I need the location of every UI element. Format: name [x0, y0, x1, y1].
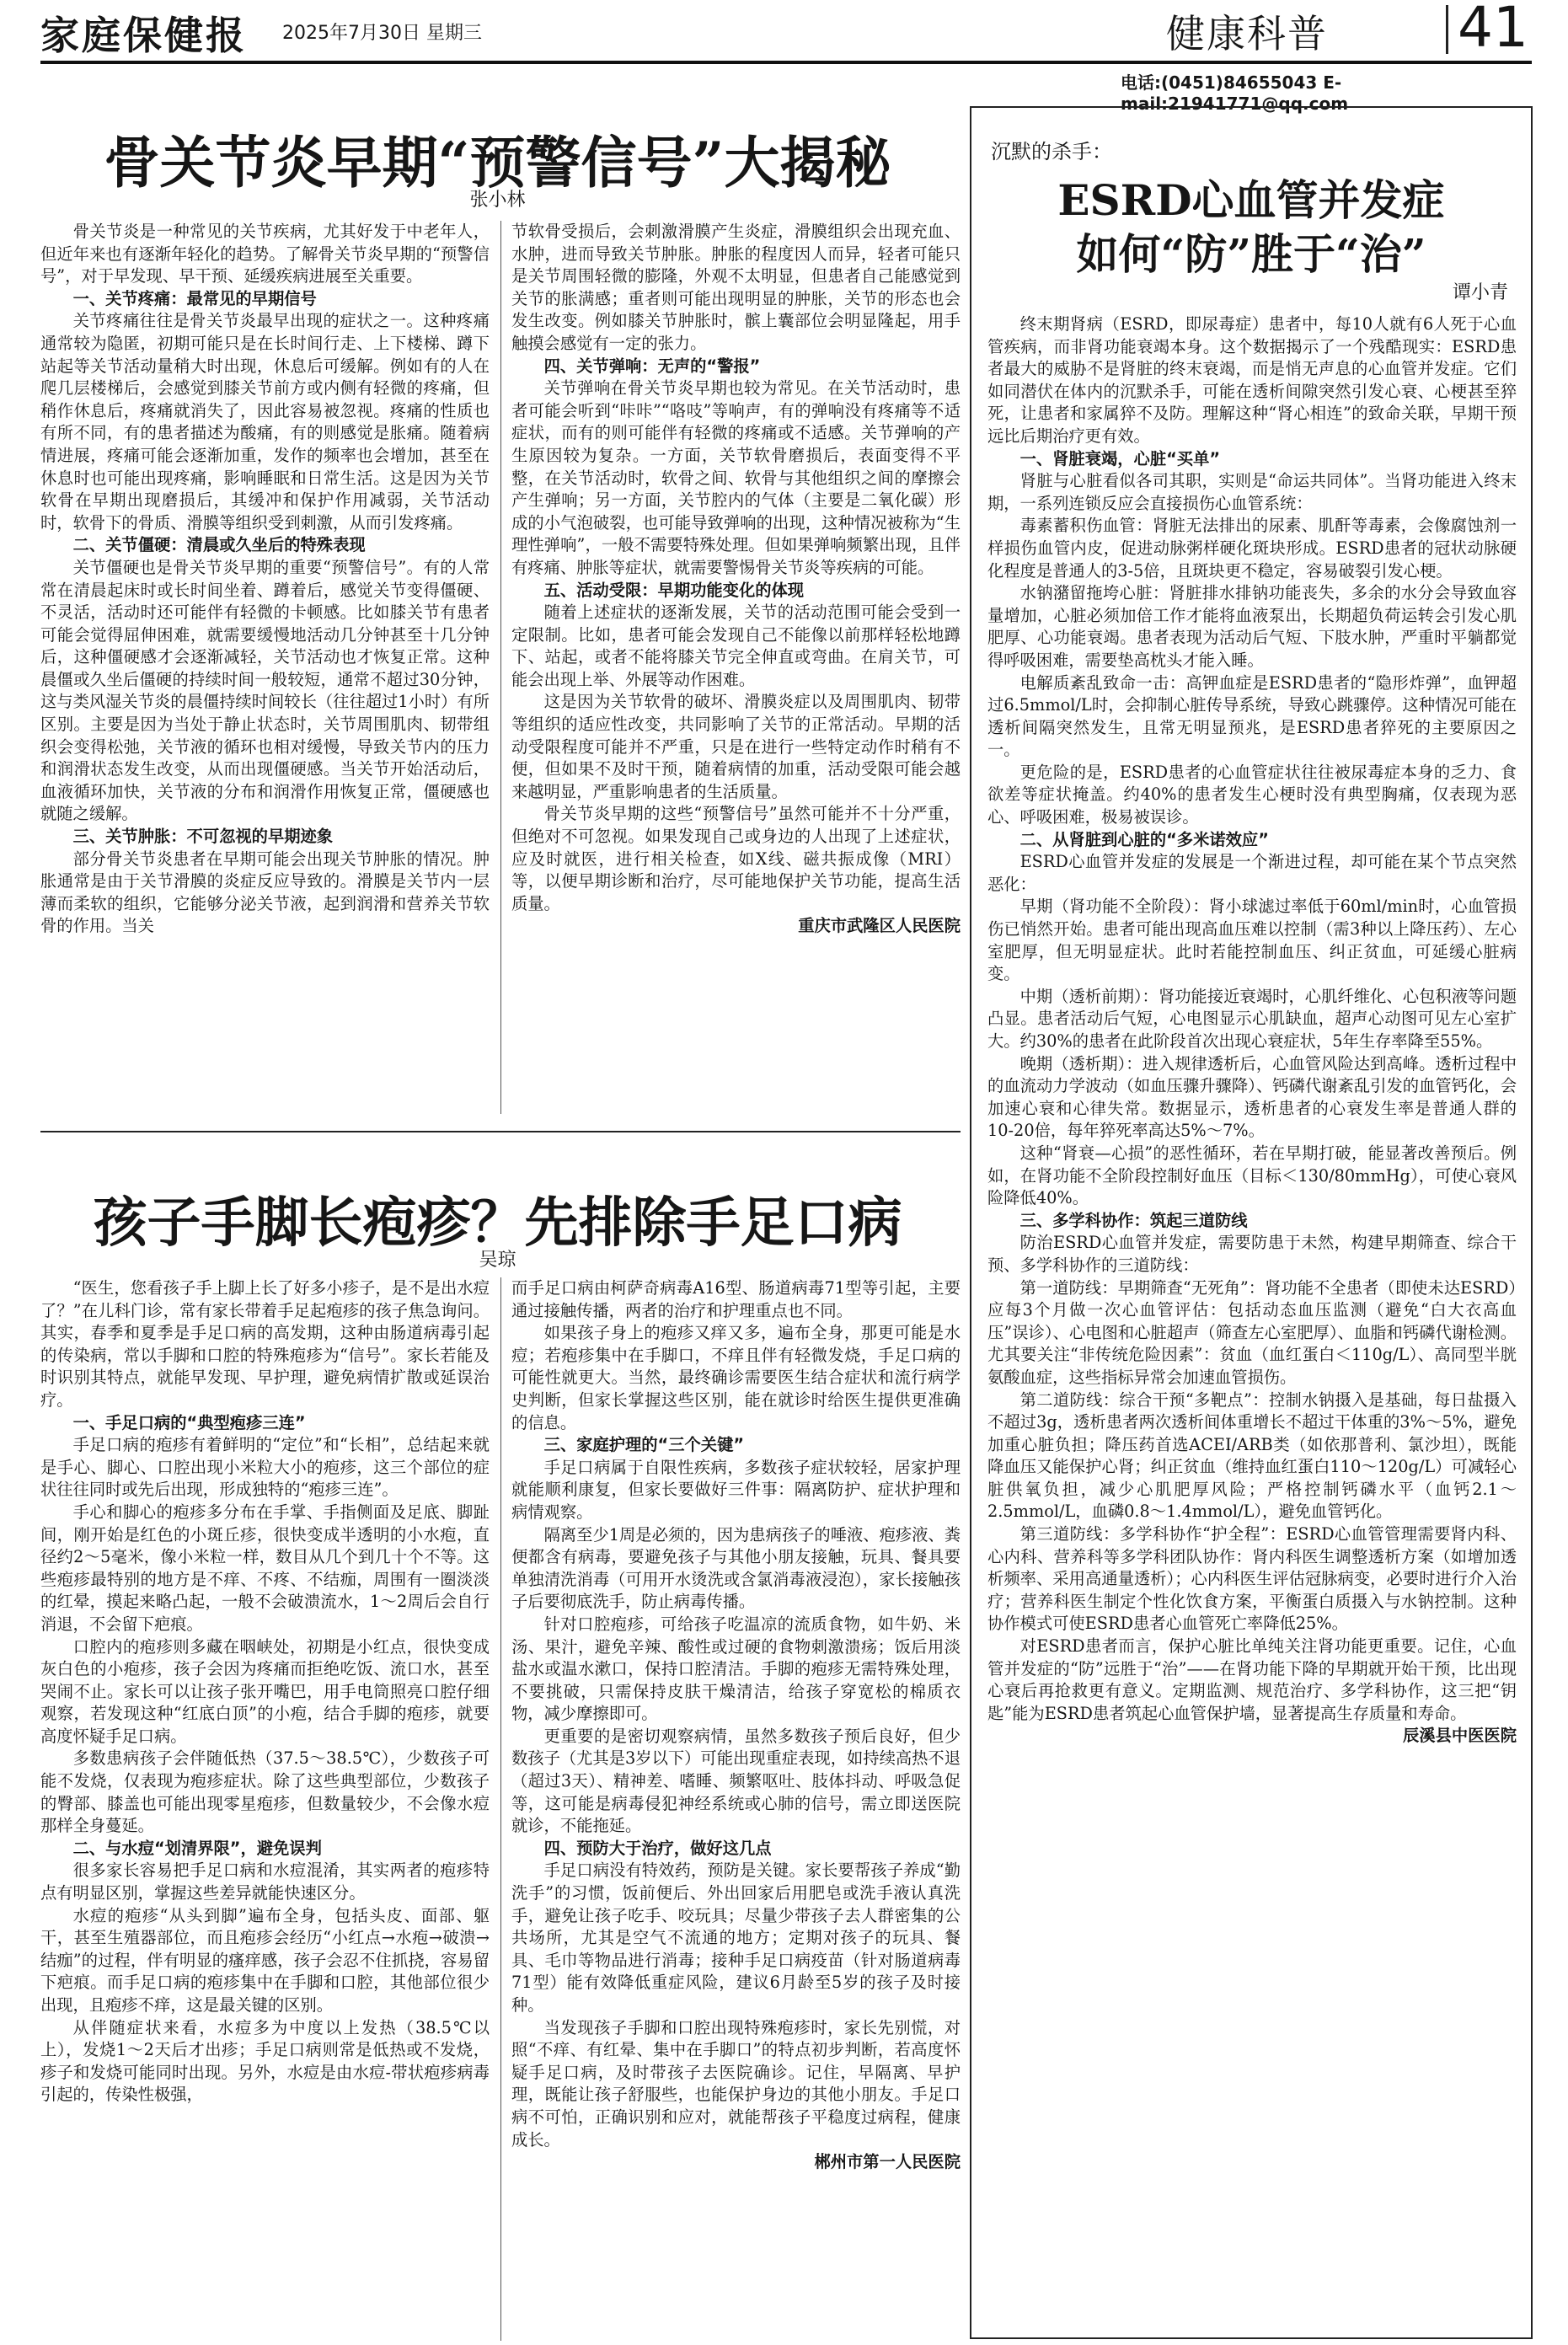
section-name: 健康科普: [1166, 11, 1328, 56]
paragraph: 关节疼痛往往是骨关节炎最早出现的症状之一。这种疼痛通常较为隐匿，初期可能只是在长时间行走、上下楼梯、蹲下站起等关节活动量稍大时出现，休息后可缓解。例如有的人在爬几层楼梯后，会感觉到膝关节前方或内侧有轻微的疼痛，但稍作休息后，疼痛就消失了，因此容易被忽视。疼痛的性质也有所不同，有的患者描述为酸痛，有的则感觉是胀痛。随着病情进展，疼痛可能会逐渐加重，发作的频率也会增加，甚至在休息时也可能出现疼痛，影响睡眠和日常生活。这是因为关节软骨在早期出现磨损后，其缓冲和保护作用减弱，关节活动时，软骨下的骨质、滑膜等组织受到刺激，从而引发疼痛。: [40, 311, 490, 533]
article3-author: 谭小青: [1452, 282, 1508, 303]
subheading: 三、关节肿胀：不可忽视的早期迹象: [72, 827, 334, 847]
subheading: 一、肾脏衰竭，心脏“买单”: [1019, 448, 1221, 468]
subheading: 二、从肾脏到心脏的“多米诺效应”: [1019, 829, 1269, 849]
paragraph: 从伴随症状来看，水痘多为中度以上发热（38.5℃以上），发烧1～2天后才出疹；手足口病则常是低热或不发烧，疹子和发烧可能同时出现。另外，水痘是由水痘-带状疱疹病毒引起的，传染性极强，: [40, 2017, 490, 2105]
article2-title: 孩子手脚长疱疹？先排除手足口病: [93, 1191, 902, 1255]
article3-kicker: 沉默的杀手：: [991, 140, 1112, 163]
paragraph: “医生，您看孩子手上脚上长了好多小疹子，是不是出水痘了？”在儿科门诊，常有家长带着手足起疱疹的孩子焦急询问。其实，春季和夏季是手足口病的高发期，这种由肠道病毒引起的传染病，常以手脚和口腔的特殊疱疹为“信号”。家长若能及时识别其特点，就能早发现、早护理，避免病情扩散或延误治疗。: [40, 1278, 490, 1410]
paragraph: 水钠潴留拖垮心脏：肾脏排水排钠功能丧失，多余的水分会导致血容量增加，心脏必须加倍工作才能将血液泵出，长期超负荷运转会引发心肌肥厚、心功能衰竭。患者表现为活动后气短、下肢水肿，严重时平躺都觉得呼吸困难，需要垫高枕头才能入睡。: [987, 583, 1517, 670]
issue-date: 2025年7月30日 星期三: [282, 23, 482, 44]
subheading: 一、手足口病的“典型疱疹三连”: [72, 1412, 306, 1432]
paragraph: 针对口腔疱疹，可给孩子吃温凉的流质食物，如牛奶、米汤、果汁，避免辛辣、酸性或过硬的食物刺激溃疡；饭后用淡盐水或温水漱口，保持口腔清洁。手脚的疱疹无需特殊处理，不要挑破，只需保持皮肤干燥清洁，给孩子穿宽松的棉质衣物，减少摩擦即可。: [511, 1614, 961, 1724]
paper-name: 家庭保健报: [40, 13, 247, 58]
paragraph: 终末期肾病（ESRD，即尿毒症）患者中，每10人就有6人死于心血管疾病，而非肾功能衰竭本身。这个数据揭示了一个残酷现实：ESRD患者最大的威胁不是肾脏的终末衰竭，而是悄无声息的心血管并发症。它们如同潜伏在体内的沉默杀手，可能在透析间隙突然引发心衰、心梗甚至猝死，让患者和家属猝不及防。理解这种“肾心相连”的致命关联，早期干预远比后期治疗更有效。: [987, 314, 1517, 446]
subheading: 四、关节弹响：无声的“警报”: [543, 356, 761, 376]
paragraph: 这种“肾衰—心损”的恶性循环，若在早期打破，能显著改善预后。例如，在肾功能不全阶段控制好血压（目标＜130/80mmHg），可使心衰风险降低40%。: [987, 1143, 1517, 1208]
article3-title-line1: ESRD心血管并发症: [1057, 175, 1445, 225]
paragraph: 更重要的是密切观察病情，虽然多数孩子预后良好，但少数孩子（尤其是3岁以下）可能出现重症表现，如持续高热不退（超过3天）、精神差、嗜睡、频繁呕吐、肢体抖动、呼吸急促等，这可能是病毒侵犯神经系统或心肺的信号，需立即送医院就诊，不能拖延。: [511, 1726, 961, 1836]
subheading: 二、与水痘“划清界限”，避免误判: [72, 1838, 322, 1858]
contact-info: 电话:(0451)84655043 E-mail:21941771@qq.com: [1121, 72, 1349, 114]
page-number: 41: [1458, 0, 1528, 60]
paragraph: 口腔内的疱疹则多藏在咽峡处，初期是小红点，很快变成灰白色的小疱疹，孩子会因为疼痛而拒绝吃饭、流口水，甚至哭闹不止。家长可以让孩子张开嘴巴，用手电筒照亮口腔仔细观察，若发现这种“红底白顶”的小疱，结合手脚的疱疹，就要高度怀疑手足口病。: [40, 1636, 490, 1746]
article2-author: 吴琼: [479, 1250, 516, 1271]
subheading: 三、多学科协作：筑起三道防线: [1019, 1210, 1248, 1230]
article1-column-1: [40, 221, 490, 1097]
paragraph: 防治ESRD心血管并发症，需要防患于未然，构建早期筛查、综合干预、多学科协作的三道防线：: [987, 1233, 1517, 1275]
paragraph: ESRD心血管并发症的发展是一个渐进过程，却可能在某个节点突然恶化：: [987, 852, 1517, 894]
article1-author: 张小林: [469, 190, 526, 211]
paragraph: 关节弹响在骨关节炎早期也较为常见。在关节活动时，患者可能会听到“咔咔”“咯吱”等响声，有的弹响没有疼痛等不适症状，而有的则可能伴有轻微的疼痛或不适感。关节弹响的产生原因较为复杂。一方面，关节软骨磨损后，表面变得不平整，在关节活动时，软骨之间、软骨与其他组织之间的摩擦会产生弹响；另一方面，关节腔内的气体（主要是二氧化碳）形成的小气泡破裂，也可能导致弹响的出现，这种情况被称为“生理性弹响”，一般不需要特殊处理。但如果弹响频繁出现，且伴有疼痛、肿胀等症状，就需要警惕骨关节炎等疾病的可能。: [511, 378, 961, 577]
paragraph: 骨关节炎是一种常见的关节疾病，尤其好发于中老年人，但近年来也有逐渐年轻化的趋势。了解骨关节炎早期的“预警信号”，对于早发现、早干预、延缓疾病进展至关重要。: [40, 222, 490, 286]
masthead-separator: [1446, 5, 1448, 54]
paragraph: 手心和脚心的疱疹多分布在手掌、手指侧面及足底、脚趾间，刚开始是红色的小斑丘疹，很快变成半透明的小水疱，直径约2～5毫米，像小米粒一样，数目从几个到几十个不等。这些疱疹最特别的地方是不痒、不疼、不结痂，周围有一圈淡淡的红晕，摸起来略凸起，一般不会破溃流水，1～2周后会自行消退，不会留下疤痕。: [40, 1502, 490, 1634]
paragraph: 而手足口病由柯萨奇病毒A16型、肠道病毒71型等引起，主要通过接触传播，两者的治疗和护理重点也不同。: [511, 1278, 961, 1320]
source-hospital: 辰溪县中医医院: [1403, 1726, 1517, 1746]
paragraph: 隔离至少1周是必须的，因为患病孩子的唾液、疱疹液、粪便都含有病毒，要避免孩子与其他小朋友接触，玩具、餐具要单独清洗消毒（可用开水烫洗或含氯消毒液浸泡），家长接触孩子后要彻底洗手，防止病毒传播。: [511, 1524, 961, 1612]
subheading: 三、家庭护理的“三个关键”: [543, 1435, 745, 1455]
paragraph: 手足口病的疱疹有着鲜明的“定位”和“长相”，总结起来就是手心、脚心、口腔出现小米粒大小的疱疹，这三个部位的症状往往同时或先后出现，形成独特的“疱疹三连”。: [40, 1435, 490, 1500]
subheading: 四、预防大于治疗，做好这几点: [543, 1838, 772, 1858]
paragraph: 这是因为关节软骨的破坏、滑膜炎症以及周围肌肉、韧带等组织的适应性改变，共同影响了关节的正常活动。早期的活动受限程度可能并不严重，只是在进行一些特定动作时稍有不便，但如果不及时干预，随着病情的加重，活动受限可能会越来越明显，严重影响患者的生活质量。: [511, 692, 961, 801]
article1-column-2: [511, 221, 961, 1114]
paragraph: 如果孩子身上的疱疹又痒又多，遍布全身，那更可能是水痘；若疱疹集中在手脚口，不痒且伴有轻微发烧，手足口病的可能性就更大。当然，最终确诊需要医生结合症状和流行病学史判断，但家长掌握这些区别，能在就诊时给医生提供更准确的信息。: [511, 1323, 961, 1432]
paragraph: 手足口病没有特效药，预防是关键。家长要帮孩子养成“勤洗手”的习惯，饭前便后、外出回家后用肥皂或洗手液认真洗手，避免让孩子吃手、咬玩具；尽量少带孩子去人群密集的公共场所，尤其是空气不流通的地方；定期对孩子的玩具、餐具、毛巾等物品进行消毒；接种手足口病疫苗（针对肠道病毒71型）能有效降低重症风险，建议6月龄至5岁的孩子及时接种。: [511, 1860, 961, 2015]
subheading: 五、活动受限：早期功能变化的体现: [543, 580, 805, 600]
subheading: 一、关节疼痛：最常见的早期信号: [72, 288, 317, 308]
paragraph: 电解质紊乱致命一击：高钾血症是ESRD患者的“隐形炸弹”，血钾超过6.5mmol/L时，会抑制心脏传导系统，导致心跳骤停。这种情况可能在透析间隔突然发生，且常无明显预兆，是ESRD患者猝死的主要原因之一。: [987, 672, 1517, 760]
article2-column-2: [511, 1277, 961, 2341]
article3-title-line2: 如何“防”胜于“治”: [1076, 229, 1426, 279]
paragraph: 手足口病属于自限性疾病，多数孩子症状较轻，居家护理就能顺利康复，但家长要做好三件事：隔离防护、症状护理和病情观察。: [511, 1457, 961, 1522]
article1-title: 骨关节炎早期“预警信号”大揭秘: [104, 130, 891, 195]
paragraph: 很多家长容易把手足口病和水痘混淆，其实两者的疱疹特点有明显区别，掌握这些差异就能快速区分。: [40, 1860, 490, 1903]
paragraph: 随着上述症状的逐渐发展，关节的活动范围可能会受到一定限制。比如，患者可能会发现自己不能像以前那样轻松地蹲下、站起，或者不能将膝关节完全伸直或弯曲。在肩关节，可能会出现上举、外展等动作困难。: [511, 602, 961, 689]
column-divider: [500, 1277, 501, 2341]
paragraph: 第二道防线：综合干预“多靶点”：控制水钠摄入是基础，每日盐摄入不超过3g，透析患者两次透析间体重增长不超过干体重的3%～5%，避免加重心脏负担；降压药首选ACEI/ARB类（如依那普利、氯沙坦），既能降血压又能保护心肾；纠正贫血（维持血红蛋白110～120g/L）可减轻心脏供氧负担，减少心肌肥厚风险；严格控制钙磷水平（血钙2.1～2.5mmol/L，血磷0.8～1.4mmol/L），避免血管钙化。: [987, 1389, 1517, 1522]
paragraph: 多数患病孩子会伴随低热（37.5～38.5℃），少数孩子可能不发烧，仅表现为疱疹症状。除了这些典型部位，少数孩子的臀部、膝盖也可能出现零星疱疹，但数量较少，不会像水痘那样全身蔓延。: [40, 1748, 490, 1836]
masthead-rule: [40, 61, 1532, 64]
paragraph: 中期（透析前期）：肾功能接近衰竭时，心肌纤维化、心包积液等问题凸显。患者活动后气短，心电图显示心肌缺血，超声心动图可见左心室扩大。约30%的患者在此阶段首次出现心衰症状，5年生存率降至55%。: [987, 986, 1517, 1051]
subheading: 二、关节僵硬：清晨或久坐后的特殊表现: [72, 535, 366, 555]
paragraph: 第一道防线：早期筛查“无死角”：肾功能不全患者（即使未达ESRD）应每3个月做一次心血管评估：包括动态血压监测（避免“白大衣高血压”误诊）、心电图和心脏超声（筛查左心室肥厚）、血脂和钙磷代谢检测。尤其要关注“非传统危险因素”：贫血（血红蛋白＜110g/L）、高同型半胱氨酸血症，这些指标异常会加速血管损伤。: [987, 1277, 1517, 1387]
paragraph: 对ESRD患者而言，保护心脏比单纯关注肾功能更重要。记住，心血管并发症的“防”远胜于“治”——在肾功能下降的早期就开始干预，比出现心衰后再抢救更有意义。定期监测、规范治疗、多学科协作，这三把“钥匙”能为ESRD患者筑起心血管保护墙，显著提高生存质量和寿命。: [987, 1636, 1517, 1723]
paragraph: 当发现孩子手脚和口腔出现特殊疱疹时，家长先别慌，对照“不痒、有红晕、集中在手脚口”的特点初步判断，若高度怀疑手足口病，及时带孩子去医院确诊。记住，早隔离、早护理，既能让孩子舒服些，也能保护身边的其他小朋友。手足口病不可怕，正确识别和应对，就能帮孩子平稳度过病程，健康成长。: [511, 2017, 961, 2150]
source-hospital: 重庆市武隆区人民医院: [798, 916, 961, 936]
paragraph: 关节僵硬也是骨关节炎早期的重要“预警信号”。有的人常常在清晨起床时或长时间坐着、蹲着后，感觉关节变得僵硬、不灵活，活动时还可能伴有轻微的卡顿感。比如膝关节有患者可能会觉得屈伸困难，就需要缓慢地活动几分钟甚至十几分钟后，这种僵硬感才会逐渐减轻，关节活动也才恢复正常。这种晨僵或久坐后僵硬的持续时间一般较短，通常不超过30分钟，这与类风湿关节炎的晨僵持续时间较长（往往超过1小时）有所区别。主要是因为当处于静止状态时，关节周围肌肉、韧带组织会变得松弛，关节液的循环也相对缓慢，导致关节内的压力和润滑状态发生改变，从而出现僵硬感。当关节开始活动后，血液循环加快，关节液的分布和润滑作用恢复正常，僵硬感也就随之缓解。: [40, 557, 490, 824]
paragraph: 第三道防线：多学科协作“护全程”：ESRD心血管管理需要肾内科、心内科、营养科等多学科团队协作：肾内科医生调整透析方案（如增加透析频率、采用高通量透析）；心内科医生评估冠脉病变，必要时进行介入治疗；营养科医生制定个性化饮食方案，平衡蛋白质摄入与水钠控制。这种协作模式可使ESRD患者心血管死亡率降低25%。: [987, 1524, 1517, 1634]
paragraph: 晚期（透析期）：进入规律透析后，心血管风险达到高峰。透析过程中的血流动力学波动（如血压骤升骤降）、钙磷代谢紊乱引发的血管钙化，会加速心衰和心律失常。数据显示，透析患者的心衰发生率是普通人群的10-20倍，每年猝死率高达5%～7%。: [987, 1053, 1517, 1141]
paragraph: 肾脏与心脏看似各司其职，实则是“命运共同体”。当肾功能进入终末期，一系列连锁反应会直接损伤心血管系统：: [987, 471, 1517, 513]
paragraph: 毒素蓄积伤血管：肾脏无法排出的尿素、肌酐等毒素，会像腐蚀剂一样损伤血管内皮，促进动脉粥样硬化斑块形成。ESRD患者的冠状动脉硬化程度是普通人的3-5倍，且斑块更不稳定，容易破裂引发心梗。: [987, 516, 1517, 581]
paragraph: 节软骨受损后，会刺激滑膜产生炎症，滑膜组织会出现充血、水肿，进而导致关节肿胀。肿胀的程度因人而异，轻者可能只是关节周围轻微的膨隆，外观不太明显，但患者自己能感觉到关节的胀满感；重者则可能出现明显的肿胀，关节的形态也会发生改变。例如膝关节肿胀时，髌上囊部位会明显隆起，用手触摸会感觉有一定的张力。: [511, 222, 961, 353]
paragraph: 水痘的疱疹“从头到脚”遍布全身，包括头皮、面部、躯干，甚至生殖器部位，而且疱疹会经历“小红点→水疱→破溃→结痂”的过程，伴有明显的瘙痒感，孩子会忍不住抓挠，容易留下疤痕。而手足口病的疱疹集中在手脚和口腔，其他部位很少出现，且疱疹不痒，这是最关键的区别。: [40, 1905, 490, 2015]
article-divider: [40, 1131, 961, 1132]
paragraph: 早期（肾功能不全阶段）：肾小球滤过率低于60ml/min时，心血管损伤已悄然开始。患者可能出现高血压难以控制（需3种以上降压药）、左心室肥厚，但无明显症状。此时若能控制血压、纠正贫血，可延缓心脏病变。: [987, 897, 1517, 984]
paragraph: 部分骨关节炎患者在早期可能会出现关节肿胀的情况。肿胀通常是由于关节滑膜的炎症反应导致的。滑膜是关节内一层薄而柔软的组织，它能够分泌关节液，起到润滑和营养关节软骨的作用。当关: [40, 849, 490, 936]
article3-body: [987, 313, 1517, 2327]
paragraph: 骨关节炎早期的这些“预警信号”虽然可能并不十分严重，但绝对不可忽视。如果发现自己或身边的人出现了上述症状，应及时就医，进行相关检查，如X线、磁共振成像（MRI）等，以便早期诊断和治疗，尽可能地保护关节功能，提高生活质量。: [511, 804, 961, 913]
article2-column-1: [40, 1277, 490, 2341]
source-hospital: 郴州市第一人民医院: [814, 2152, 961, 2172]
paragraph: 更危险的是，ESRD患者的心血管症状往往被尿毒症本身的乏力、食欲差等症状掩盖。约40%的患者发生心梗时没有典型胸痛，仅表现为恶心、呼吸困难，极易被误诊。: [987, 762, 1517, 827]
column-divider: [500, 221, 501, 1114]
